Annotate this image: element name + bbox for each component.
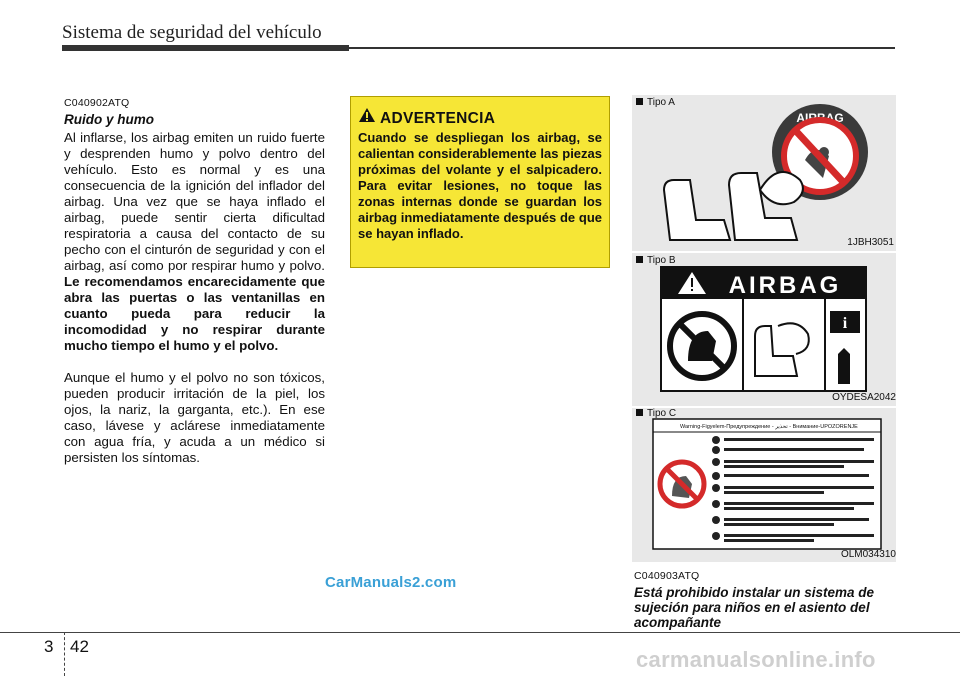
figure-tipo-b-code: OYDESA2042 [832, 392, 896, 403]
section-heading-2: Está prohibido instalar un sistema de sujeción para niños en el asiento del acompañante [634, 585, 875, 630]
no-child-seat-icon [660, 462, 704, 506]
watermark-link[interactable]: CarManuals2.com [325, 574, 457, 591]
figure-tipo-c-code: OLM034310 [840, 549, 896, 560]
figure-tipo-a-label: Tipo A [636, 97, 675, 108]
seats-icon [664, 172, 803, 240]
warning-triangle-icon [358, 107, 376, 123]
airbag-badge-text: AIRBAG [796, 111, 844, 125]
body-paragraph-1-bold: Le recomendamos encarecidamente que abra las puertas o las ventanillas en cuanto pueda para reducir la incomodidad y no respirar durante mucho tiempo el humo y el polvo. [64, 274, 325, 353]
warning-text: Cuando se despliegan los airbag, se calientan considerablemente las piezas próximas del volante y el salpicadero. Para evitar lesiones, no toque las zonas internas donde se guardan los airbag inmediatamente después de que se hayan inflado. [358, 130, 602, 241]
section-code: C040902ATQ [64, 97, 130, 109]
banner-text: AIRBAG [728, 272, 842, 299]
figure-tipo-a-code: 1JBH3051 [847, 237, 894, 248]
footer-rule [0, 632, 960, 633]
figure-tipo-c-label: Tipo C [636, 408, 676, 419]
section-heading: Ruido y humo [64, 112, 154, 127]
watermark-text: carmanualsonline.info [636, 647, 876, 672]
svg-text:i: i [842, 315, 848, 332]
label-header-text: Warning-Figyelem-Предупреждение - تحذير - Внимание-UPOZORENJE [680, 424, 858, 430]
chapter-number: 3 [44, 637, 54, 656]
no-child-seat-icon [670, 314, 734, 378]
body-paragraph-1-normal: Al inflarse, los airbag emiten un ruido fuerte y desprenden humo y polvo dentro del vehículo. Esto es normal y es una consecuencia de la ignición del inflador del airbag. Una vez que se haya inflado el airbag, puede sentir cierta dificultad respiratoria a causa del contacto de su pecho con el cinturón de seguridad y con el airbag, así como por respirar humo y polvo. [64, 130, 325, 273]
airbag-child-seat-illustration [640, 100, 892, 250]
airbag-warning-label-illustration [660, 266, 867, 392]
body-paragraph-2: Aunque el humo y el polvo no son tóxicos, pueden producir irritación de la piel, los ojos, la nariz, la garganta, etc.). En ese caso, lávese y aclárese inmediatamente con agua fría, y acuda a un médico si persisten los síntomas. [64, 370, 325, 465]
body-paragraph-1 [64, 130, 325, 354]
warning-title: ADVERTENCIA [380, 110, 496, 127]
section-code-2: C040903ATQ [634, 570, 700, 582]
multilingual-warning-label-illustration [652, 418, 882, 550]
header-bar [62, 45, 349, 51]
page-title: Sistema de seguridad del vehículo [62, 22, 322, 43]
page-number: 42 [70, 637, 89, 656]
footer-separator [64, 632, 65, 676]
figure-tipo-b-label: Tipo B [636, 255, 676, 266]
